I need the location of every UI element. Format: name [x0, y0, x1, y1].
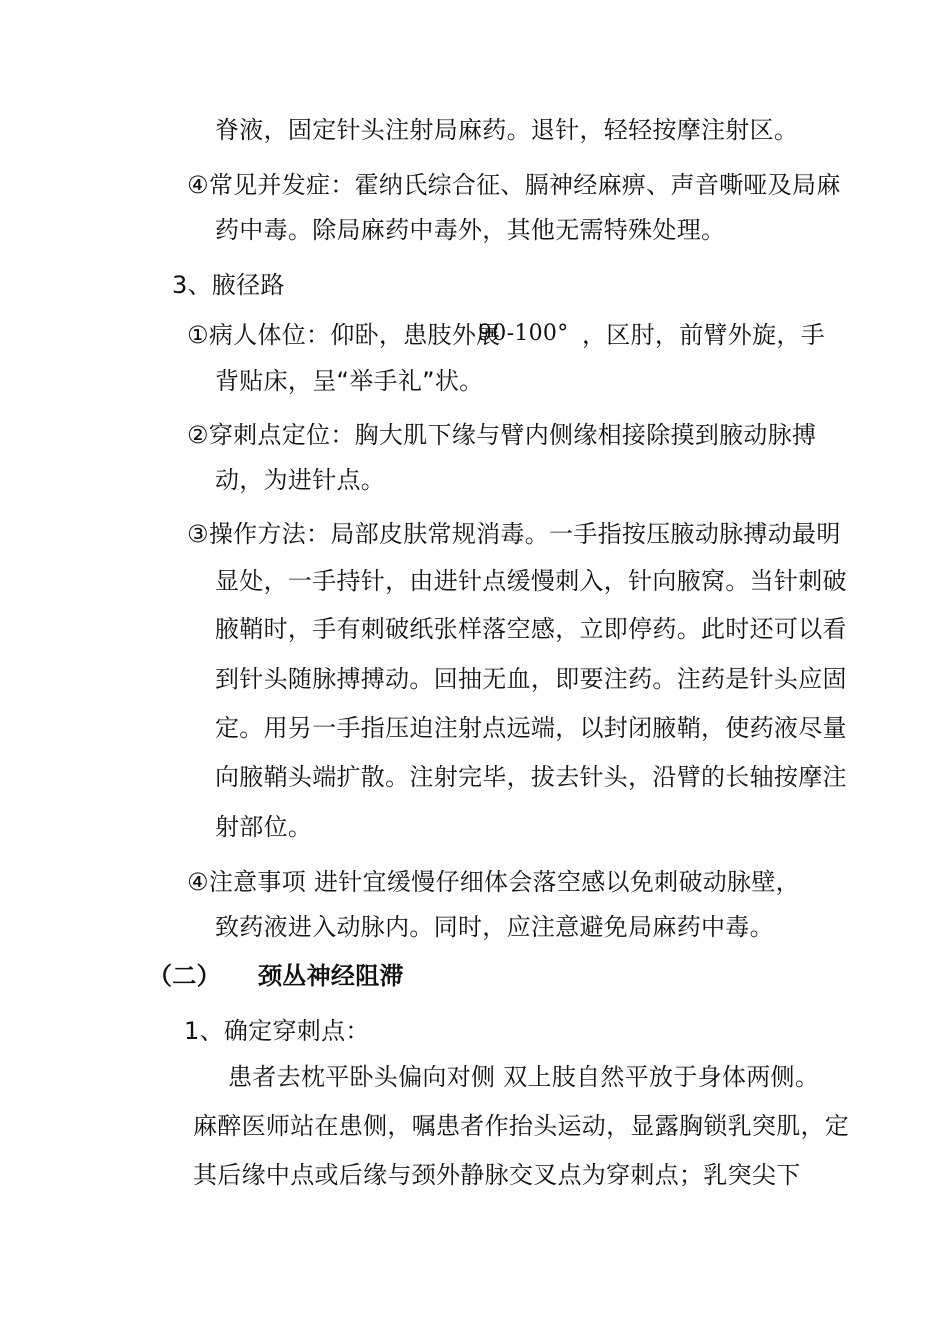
text-line: 脊液，固定针头注射局麻药。退针，轻轻按摩注射区。 [215, 116, 799, 144]
list-item-position: ①病人体位：仰卧，患肢外展 [187, 321, 501, 349]
text-line: 动，为进针点。 [215, 466, 386, 494]
text-line: 背贴床，呈“举手礼”状。 [215, 367, 484, 395]
list-item-complications: ④常见并发症：霍纳氏综合征、膈神经麻痹、声音嘶哑及局麻 [187, 171, 841, 199]
paragraph-line: 其后缘中点或后缘与颈外静脉交叉点为穿刺点；乳突尖下 [193, 1161, 801, 1189]
list-item-method: ③操作方法：局部皮肤常规消毒。一手指按压腋动脉搏动最明 [187, 520, 841, 548]
paragraph-line: 麻醉医师站在患侧，嘱患者作抬头运动，显露胸锁乳突肌，定 [193, 1112, 850, 1140]
section-heading-axillary: 3、腋径路 [172, 271, 285, 299]
text-line: 向腋鞘头端扩散。注射完毕，拔去针头，沿臂的长轴按摩注 [215, 763, 847, 791]
list-item-puncture-point: ②穿刺点定位：胸大肌下缘与臂内侧缘相接除摸到腋动脉搏 [187, 421, 817, 449]
text-line: 药中毒。除局麻药中毒外，其他无需特殊处理。 [215, 216, 726, 244]
text-line: 射部位。 [215, 813, 313, 841]
section-heading-cervical-plexus: 颈丛神经阻滞 [258, 962, 404, 990]
text-line: 显处，一手持针，由进针点缓慢刺入，针向腋窝。当针刺破 [215, 567, 847, 595]
list-item-precautions: ④注意事项 进针宜缓慢仔细体会落空感以免刺破动脉壁， [187, 868, 800, 896]
subsection-heading: 1、确定穿刺点： [184, 1017, 370, 1045]
text-line: 腋鞘时，手有刺破纸张样落空感，立即停药。此时还可以看 [215, 615, 847, 643]
text-line: 到针头随脉搏搏动。回抽无血，即要注药。注药是针头应固 [215, 665, 847, 693]
paragraph-line: 患者去枕平卧头偏向对侧 双上肢自然平放于身体两侧。 [228, 1063, 820, 1091]
text-line: 定。用另一手指压迫注射点远端，以封闭腋鞘，使药液尽量 [215, 714, 847, 742]
angle-value: 90-100° [478, 321, 569, 346]
text-line: 致药液进入动脉内。同时，应注意避免局麻药中毒。 [215, 913, 774, 941]
section-number: （二） [148, 962, 221, 990]
text-line: ，区肘，前臂外旋，手 [582, 321, 825, 349]
